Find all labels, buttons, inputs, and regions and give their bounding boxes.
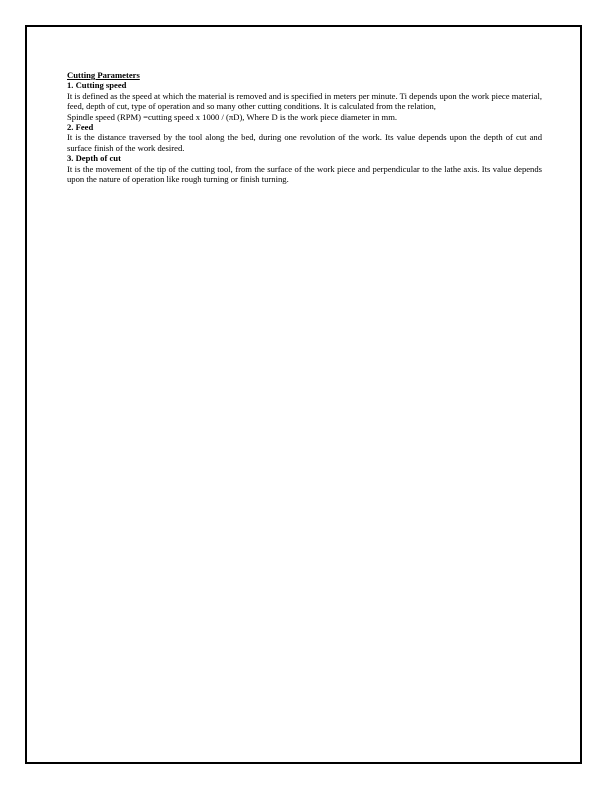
section-heading-feed: 2. Feed [67,122,94,133]
document-body [67,70,542,184]
section-heading-depth-of-cut: 3. Depth of cut [67,153,121,164]
document-title: Cutting Parameters [67,70,140,80]
spindle-speed-formula: Spindle speed (RPM) =cutting speed x 1000 / (πD), Where D is the work piece diameter in mm. [67,111,398,122]
section-paragraph-feed: It is the distance traversed by the tool along the bed, during one revolution of the work. Its value depends upon the depth of cut and surface finish of the work desired. [67,132,542,153]
section-paragraph-cutting-speed: It is defined as the speed at which the material is removed and is specified in meters per minute. Ti depends upon the work piece material, feed, depth of cut, type of operation and so many other cutting conditions. It is calculated from the relation, [67,90,542,112]
section-paragraph-depth-of-cut: It is the movement of the tip of the cutting tool, from the surface of the work piece and perpendicular to the lathe axis. Its value depends upon the nature of operation like rough turning or finish turning. [67,163,542,185]
section-heading-cutting-speed: 1. Cutting speed [67,80,127,91]
